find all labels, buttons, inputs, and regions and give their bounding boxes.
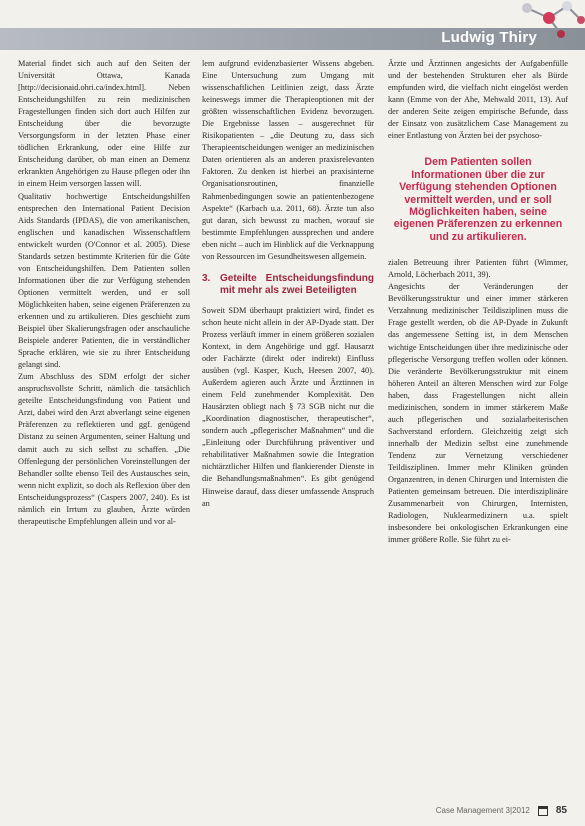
journal-name: Case Management 3|2012 — [435, 806, 530, 815]
molecule-graphic — [515, 0, 585, 40]
page-footer — [436, 805, 567, 816]
author-name: Ludwig Thiry — [441, 29, 537, 46]
paragraph: Angesichts der Veränderungen der Bevölkerungsstruktur und einer immer stärkeren Verzahnung medizinischer Teildisziplinen muss die Frage gestellt werden, ob die AP-Dyade in Zukunft das angemessene Setting ist, in dem Menschen wichtige Entscheidungen über ihre medizinische oder pflegerische Versorgung treffen wollen oder können. Die veränderte Bevölkerungsstruktur mit einem höheren Anteil an älteren Menschen wird zur Folge haben, dass Fragestellungen nicht allein medizinischen, sondern in immer stärkerem Maße auch pflegerischen und sozialarbeiterischen Sachverstand erfordern. Gleichzeitig zeigt sich innerhalb der Medizin selbst eine zunehmende Tendenz zur Vernetzung verschiedener Teildisziplinen. Immer mehr Kliniken gründen Organzentren, in denen Chirurgen und Internisten die Patienten gemeinsam betreuen. Die interdisziplinäre Zusammenarbeit von Chirurgen, Internisten, Radiologen, Nuklearmedizinern u.a. spielt insbesondere bei onkologischen Erkrankungen eine immer größere Rolle. Sie führt zu ei- — [388, 282, 568, 545]
section-number: 3. — [202, 272, 211, 284]
pull-quote: Dem Patienten sollen Informationen über die zur Verfügung stehenden Optionen vermittelt werden, und er soll Möglichkeiten haben, seine eigenen Präferenzen zu erkennen und zu artikulieren. — [393, 156, 563, 243]
paragraph: Zum Abschluss des SDM erfolgt der sicher anspruchsvollste Schritt, nämlich die tatsächlich geteilte Entscheidungsfindung von Patient und Arzt, dabei wird den Arzt abverlangt seine eigenen Präferenzen zu reflektieren und ggf. genügend Distanz zu seinen Argumenten, seiner Haltung und damit auch zu sich selbst zu schaffen. „Die Offenlegung der persönlichen Voreinstellungen der Behandler sollte ebenso Teil des Austausches sein, wenn nicht explizit, so doch als Reflexion über den Entscheidungsprozess“ (Caspers 2007, 240). Es ist nämlich ein Irrtum zu glauben, Ärzte würden therapeutische Empfehlungen allein und vor al- — [18, 372, 190, 526]
text-column-3 — [388, 58, 568, 546]
paragraph: Material findet sich auch auf den Seiten der Universität Ottawa, Kanada [http://decisionaid.ohri.ca/index.html]. Neben Entscheidungshilfen zu rein medizinischen Fragestellungen finden sich dort auch Hilfen zur Entscheidung über die bevorzugte Versorgungsform in der letzten Phase einer tödlichen Erkrankung, oder eine Hilfe zur Entscheidung darüber, ob man einen an Demenz erkrankten Angehörigen zu Hause pflegen oder ihn in einem Heim versorgen lassen will. — [18, 59, 190, 189]
paragraph: Qualitativ hochwertige Entscheidungshilfen entsprechen den International Patient Decision Aids Standards (IPDAS), die von amerikanischen, englischen und kanadischen Wissenschaftlern entwickelt wurden (O'Connor et al. 2005). Diese Standards setzen bestimmte Kriterien für die Güte von Entscheidungshilfen. Dem Patienten sollen Informationen über die zur Verfügung stehenden Optionen vermittelt werden, und er soll Möglichkeiten haben, seine eigenen Präferenzen zu erkennen und zu artikulieren. Dies geschieht zum Beispiel über Skalierungsfragen oder anschauliche Beispiele anderer Patienten, die in verständlicher Sprache erklären, wie sie zu ihrer Entscheidung gelangt sind. — [18, 191, 190, 370]
paragraph: lem aufgrund evidenzbasierter Wissens abgeben. Eine Untersuchung zum Umgang mit wissenschaftlichen Leitlinien zeigt, dass Ärzte keineswegs immer die Therapieoptionen mit der größten wissenschaftlichen Evidenz bevorzugen. Die Ergebnisse lassen – ausgerechnet für Risikopatienten – „die Deutung zu, dass sich Therapieentscheidungen weniger an medizinischen Daten orientieren als an anderen praxisrelevanten Faktoren. Zu denken ist hierbei an praxisinterne Organisationsroutinen, finanzielle Rahmenbedingungen sowie an patientenbezogene Aspekte“ (Karbach u.a. 2011, 68). Ärzte tun also gut daran, sich bewusst zu machen, worauf sie bestimmte Empfehlungen aussprechen und andere eben nicht – auch im Hinblick auf die Verknappung von Ressourcen im Gesundheitswesen allgemein. — [202, 59, 374, 261]
section-title: Geteilte Entscheidungsfindung mit mehr als zwei Beteiligten — [220, 272, 374, 296]
paragraph: Ärzte und Ärztinnen angesichts der Aufgabenfülle und der bestehenden Strukturen eher als Bürde empfunden wird, die vielfach nicht eingelöst werden kann (Emme von der Ahe, Mehwald 2011, 13). Auf der anderen Seite zeigen empirische Befunde, dass der Einsatz von zusätzlichem Case Management zu einer Entlastung von Ärzten bei der psychoso- — [388, 59, 568, 141]
paragraph: zialen Betreuung ihrer Patienten führt (Wimmer, Arnold, Löcherbach 2011, 39). — [388, 258, 568, 280]
page-header-bar — [0, 28, 585, 50]
page-number: 85 — [555, 805, 567, 816]
text-column-1 — [18, 58, 190, 528]
magazine-icon — [538, 806, 548, 816]
paragraph: Soweit SDM überhaupt praktiziert wird, findet es schon heute nicht allein in der AP-Dyade statt. Der Prozess verläuft immer in einem größeren sozialen Kontext, in dem Angehörige und ggf. Hausarzt oder Fachärzte (direkt oder indirekt) Einfluss ausüben (vgl. Kasper, Kuch, Heesen 2007, 40). Außerdem agieren auch Ärzte und Ärztinnen in einem Feld zunehmender Komplexität. Den Hausärzten obliegt nach § 73 SGB nicht nur die „Koordination diagnostischer, therapeutischer“, sondern auch „pflegerischer Maßnahmen“ und die „Einleitung oder Durchführung präventiver und rehabilitativer Maßnahmen sowie die Integration nichtärztlicher Hilfen und flankierender Dienste in die Behandlungsmaßnahmen“. Es gibt genügend Hinweise darauf, dass dieser umfassende Anspruch an — [202, 305, 374, 508]
section-heading — [202, 273, 374, 297]
text-column-2 — [202, 58, 374, 510]
